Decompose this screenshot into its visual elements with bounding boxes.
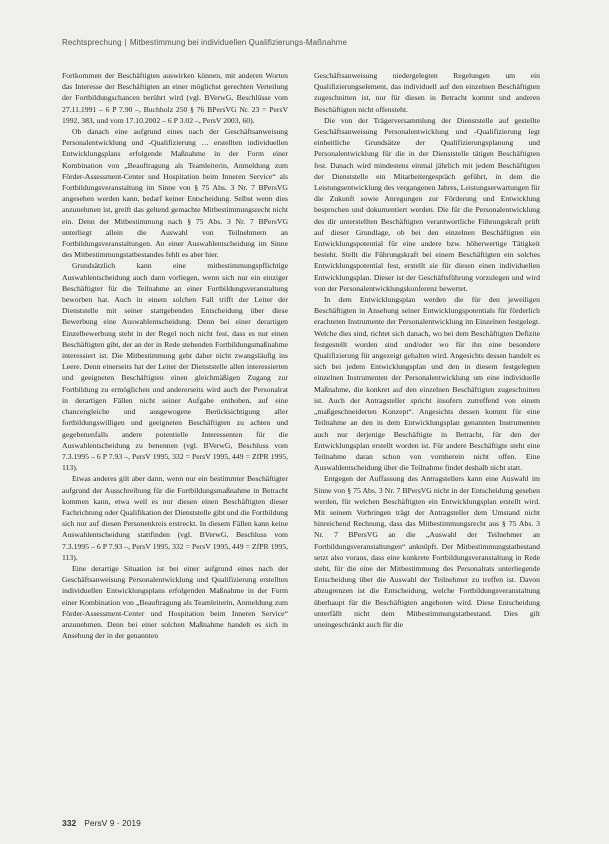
running-header	[62, 38, 548, 47]
paragraph: In dem Entwicklungsplan werden die für den jeweiligen Beschäftigten in Ansehung seiner Entwicklungspotentials für förderlich erachteten Instrumente der Personalentwicklung im Einzelnen festgelegt. Welche dies sind, richtet sich danach, wo bei dem Beschäftigten Defizite festgestellt worden sind und/oder wo für ihn eine besondere Qualifizierung für angezeigt gehalten wird. Angesichts dessen handelt es sich bei jedem Entwicklungsplan und den in diesem festgelegten einzelnen Instrumenten der Personalentwicklung um eine individuelle Maßnahme, die konkret auf den einzelnen Beschäftigten zugeschnitten ist. Auch der Antragsteller spricht insofern zutreffend von einem „maßgeschneiderten Konzept“. Angesichts dessen kommt für eine Teilnahme an den in dem Entwicklungsplan genannten Instrumenten auch nur derjenige Beschäftigte in Betracht, für den der Entwicklungsplan erstellt worden ist. Für andere Beschäftigte steht eine Teilnahme daran schon von vornherein nicht offen. Eine Auswahlentscheidung über die Teilnahme findet deshalb nicht statt.	[314, 295, 540, 473]
paragraph: Geschäftsanweisung niedergelegten Regelungen um ein Qualifizierungselement, das individuell auf den einzelnen Beschäftigten zugeschnitten ist, nur für diesen in Betracht kommt und anderen Beschäftigten nicht offensteht.	[314, 71, 540, 114]
paragraph: Ob danach eine aufgrund eines nach der Geschäftsanweisung Personalentwicklung und -Qualifizierung … erstellten individuellen Entwicklungsplans erfolgende Maßnahme in der Form einer Kombination von „Beauftragung als Teamleiterin, Anmeldung zum Förder-Assessment-Center und Hospitation beim Inneren Service“ als Fortbildungsveranstaltung im Sinne von § 75 Abs. 3 Nr. 7 BPersVG angesehen werden kann, bedarf keiner Entscheidung. Selbst wenn dies anzunehmen ist, greift das geltend gemachte Mitbestimmungsrecht nicht ein. Denn der Mitbestimmung nach § 75 Abs. 3 Nr. 7 BPersVG unterliegt allein die Auswahl von Teilnehmern an Fortbildungsveranstaltungen. An einer Auswahlentscheidung im Sinne des Mitbestimmungstatbestandes fehlt es aber hier.	[62, 127, 288, 260]
header-separator: |	[124, 38, 127, 47]
right-column	[314, 70, 540, 805]
header-title: Mitbestimmung bei individuellen Qualifizierungs-Maßnahme	[129, 38, 348, 47]
paragraph: Eine derartige Situation ist bei einer aufgrund eines nach der Geschäftsanweisung Personalentwicklung und Qualifizierung erstellten individuellen Entwicklungsplans erfolgenden Maßnahme in der Form einer Kombination von „Beauftragung als Teamleiterin, Anmeldung zum Förder-Assessment-Center und Hospitation beim Inneren Service“ anzunehmen. Denn bei einer solchen Maßnahme handelt es sich in Ansehung der in der genannten	[62, 563, 288, 641]
header-section: Rechtsprechung	[62, 38, 122, 47]
paragraph: Entgegen der Auffassung des Antragstellers kann eine Auswahl im Sinne von § 75 Abs. 3 Nr. 7 BPersVG nicht in der Entscheidung gesehen werden, für welchen Beschäftigten ein Entwicklungsplan erstellt wird. Mit seinem Vorbringen trägt der Antragsteller dem Umstand nicht hinreichend Rechnung, dass das Mitbestimmungsrecht aus § 75 Abs. 3 Nr. 7 BPersVG an die „Auswahl der Teilnehmer an Fortbildungsveranstaltungen“ anknüpft. Der Mitbestimmungstatbestand setzt also voraus, dass eine konkrete Fortbildungsveranstaltung in Rede steht, für die eine der Mitbestimmung des Personalrats unterliegende Entscheidung über die Auswahl der Teilnehmer zu treffen ist. Davon abzugrenzen ist die Entscheidung, welche Fortbildungsveranstaltung überhaupt für die Beschäftigten angeboten wird. Diese Entscheidung unterfällt nicht dem Mitbestimmungstatbestand. Dies gilt uneingeschränkt auch für die	[314, 474, 540, 629]
paragraph: Grundsätzlich kann eine mitbestimmungspflichtige Auswahlentscheidung auch dann vorliegen, wenn sich nur ein einziger Beschäftigter für die Teilnahme an einer Fortbildungsveranstaltung beworben hat. Auch in einem solchen Fall trifft der Leiter der Dienststelle mit seiner stattgebenden Entscheidung über diese Bewerbung eine Auswahlentscheidung. Denn bei einer derartigen Einzelbewerbung steht in der Regel noch nicht fest, dass es nur einen Beschäftigten gibt, der an der in Rede stehenden Fortbildungsmaßnahme interessiert ist. Die Mitbestimmung geht daher nicht zwangsläufig ins Leere. Denn einerseits hat der Leiter der Dienststelle allen interessierten und geeigneten Beschäftigten einen gleichmäßigen Zugang zur Fortbildung zu ermöglichen und andererseits wird auch der Personalrat in derartigen Fällen nicht seiner Aufgabe enthoben, auf eine chancengleiche und ausgewogene Berücksichtigung aller fortbildungswilligen und geeigneten Beschäftigten zu achten und gegebenenfalls andere potentielle Interessenten für die Auswahlentscheidung zu benennen (vgl. BVerwG, Beschluss vom 7.3.1995 – 6 P 7.93 –, PersV 1995, 332 = PersV 1995, 449 = ZfPR 1995, 113).	[62, 261, 288, 473]
page-number: 332	[62, 818, 77, 828]
journal-info: PersV 9 · 2019	[84, 818, 141, 828]
paragraph: Etwas anderes gilt aber dann, wenn nur ein bestimmter Beschäftigter aufgrund der Ausschreibung für die Fortbildungsmaßnahme in Betracht kommen kann, etwa weil es nur diesen einen Beschäftigten dieser Fachrichtung oder Qualifikation der Dienststelle gibt und die Fortbildung sich nur auf diesen Personenkreis erstreckt. In diesem Fällen kann keine Auswahlentscheidung stattfinden (vgl. BVerwG, Beschluss vom 7.3.1995 – 6 P 7.93 –, PersV 1995, 332 = PersV 1995, 449 = ZfPR 1995, 113).	[62, 474, 288, 562]
left-column	[62, 70, 288, 805]
paragraph: Fortkommen der Beschäftigten auswirken können, mit anderen Worten das Interesse der Beschäftigten an einer möglichst gerechten Verteilung der Fortbildungschancen berührt wird (vgl. BVerwG, Beschlüsse vom 27.11.1991 – 6 P 7.90 –, Buchholz 250 § 76 BPersVG Nr. 23 = PersV 1992, 383, und vom 17.10.2002 – 6 P 3.02 –, PersV 2003, 60).	[62, 71, 288, 125]
paragraph: Die von der Trägerversammlung der Dienststelle auf gestellte Geschäftsanweisung Personalentwicklung und -Qualifizierung legt einheitliche Grundsätze der Qualifizierungsplanung und Personalentwicklung für die in der Dienststelle tätigen Beschäftigten fest. Danach wird mindestens einmal jährlich mit jedem Beschäftigten der Dienststelle ein Mitarbeitergespräch geführt, in dem die Leistungsentwicklung des vergangenen Jahres, Leistungserwartungen für die Zukunft sowie Anregungen zur Förderung und Entwicklung besprochen und dokumentiert werden. Die für die Personalentwicklung des dir unterstellten Beschäftigten verantwortliche Führungskraft prüft auf dieser Grundlage, ob bei den einzelnen Beschäftigten ein Entwicklungspotential für eine andere bzw. höherwertige Tätigkeit besteht. Stellt die Führungskraft bei einem Beschäftigten ein solches Entwicklungspotential fest, erstellt sie für diesen einen individuellen Entwicklungsplan. Dieser ist der Geschäftsführung vorzulegen und wird von der Personalentwicklungskonferenz bewertet.	[314, 115, 540, 293]
page-footer	[62, 818, 141, 828]
